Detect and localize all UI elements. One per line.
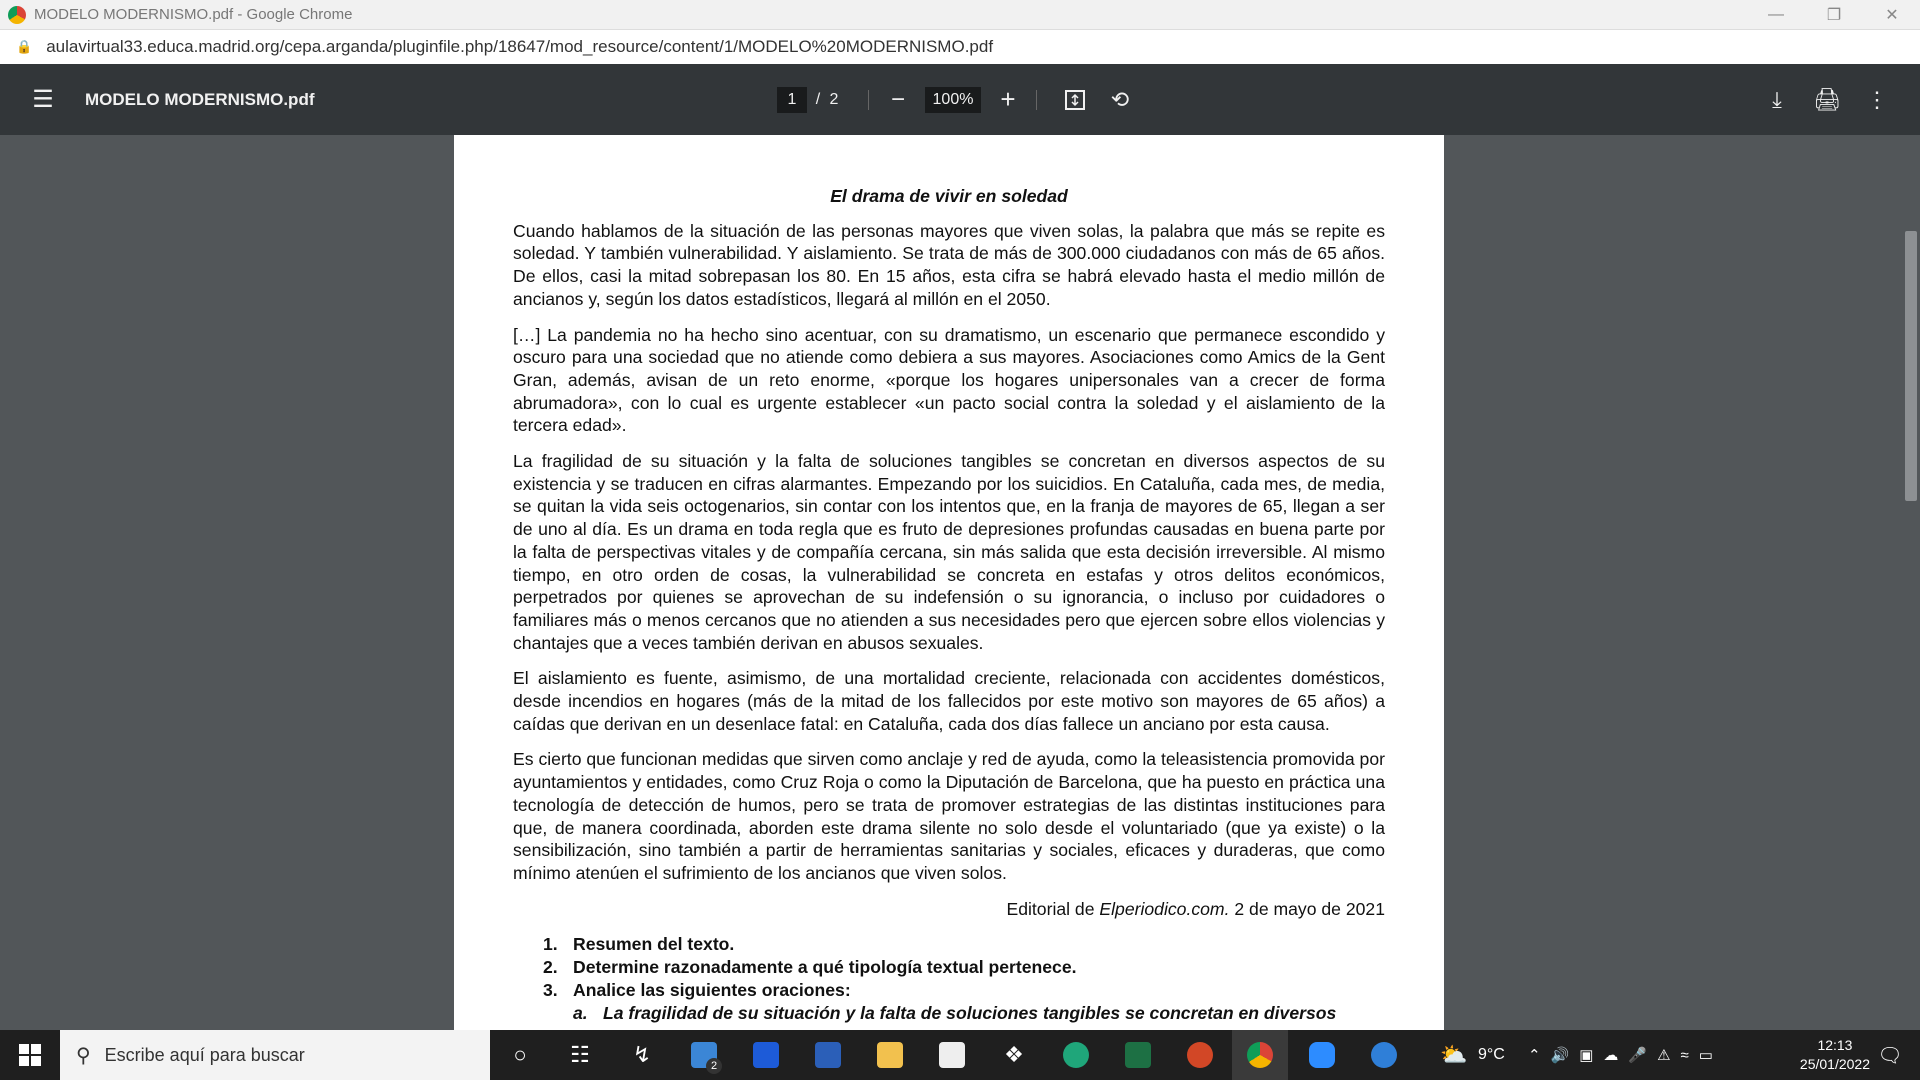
file-explorer-icon[interactable]: [862, 1030, 918, 1080]
subquestion-letter: a.: [573, 1002, 588, 1023]
chrome-icon[interactable]: [1232, 1030, 1288, 1080]
search-placeholder: Escribe aquí para buscar: [104, 1044, 305, 1065]
help-icon[interactable]: [1356, 1030, 1412, 1080]
weather-icon[interactable]: ⛅: [1440, 1042, 1468, 1067]
question-number: 1.: [543, 934, 558, 955]
document-title: MODELO MODERNISMO.pdf: [85, 89, 315, 109]
page-separator: /: [815, 90, 821, 108]
task-view-icon[interactable]: ☷: [570, 1042, 590, 1067]
app-icon[interactable]: ↯: [632, 1042, 652, 1067]
page-total: 2: [829, 90, 839, 108]
chrome-logo-icon: [8, 6, 26, 24]
source-citation: [513, 898, 1385, 921]
powerpoint-icon[interactable]: [1172, 1030, 1228, 1080]
article-title: El drama de vivir en soledad: [830, 186, 1068, 206]
question-item: [543, 979, 1385, 1002]
download-icon[interactable]: ⤓: [1772, 86, 1782, 112]
time: 12:13: [1817, 1037, 1853, 1053]
more-options-icon[interactable]: ⋮: [1866, 86, 1888, 112]
scrollbar-thumb[interactable]: [1905, 231, 1917, 501]
search-icon: ⚲: [76, 1044, 91, 1067]
paragraph: […] La pandemia no ha hecho sino acentuar, con su dramatismo, un escenario que permanece escondido y oscuro para una sociedad que no atiende como debiera a sus mayores. Asociaciones como Amics de la Gent Gran, además, avisan de un reto enorme, «porque los hogares unipersonales van a crecer de forma abrumadora», con lo cual es urgente establecer «un pacto social contra la soledad y el aislamiento de la tercera edad».: [513, 324, 1385, 436]
question-item: [543, 956, 1385, 979]
question-item: [543, 933, 1385, 956]
notifications-icon[interactable]: 🗨: [1877, 1044, 1903, 1067]
mail-icon[interactable]: [676, 1030, 732, 1080]
excel-icon[interactable]: [1110, 1030, 1166, 1080]
system-tray-icons[interactable]: ⌃🔊▣☁🎤⚠≈▭: [1528, 1047, 1723, 1064]
paragraph: Cuando hablamos de la situación de las personas mayores que viven solas, la palabra que más se repite es soledad. Y también vulnerabilidad. Y aislamiento. Se trata de más de 300.000 ciudadanos con más de 65 años. De ellos, casi la mitad sobrepasan los 80. En 15 años, esta cifra se habrá elevado hasta el medio millón de ancianos y, según los datos estadísticos, llegará al millón en el 2050.: [513, 220, 1385, 309]
question-number: 2.: [543, 957, 558, 978]
zoom-in-icon[interactable]: +: [1000, 84, 1016, 114]
word-icon[interactable]: [800, 1030, 856, 1080]
question-number: 3.: [543, 979, 558, 1000]
weather-temp[interactable]: 9°C: [1478, 1046, 1505, 1063]
taskbar: [0, 1030, 1920, 1080]
address-bar[interactable]: [0, 29, 1920, 64]
paragraph: Es cierto que funcionan medidas que sirven como anclaje y red de ayuda, como la teleasistencia promovida por ayuntamientos y entidades, como Cruz Roja o como la Diputación de Barcelona, que ha puesto en práctica una tecnología de detección de humos, pero se trata de promover estrategias de las distintas instituciones para que, de manera coordinada, aborden este drama silente no solo desde el voluntariado (que ya existe) o la sensibilización, sino también a partir de herramientas sanitarias y sociales, eficaces y duraderas, que como mínimo atenúen el sufrimiento de los ancianos que viven solos.: [513, 749, 1385, 883]
subquestion-text: La fragilidad de su situación y la falta de soluciones tangibles se concretan en diversos: [603, 1002, 1337, 1023]
restore-button[interactable]: ❐: [1826, 6, 1842, 24]
question-text: Determine razonadamente a qué tipología textual pertenece.: [573, 957, 1077, 978]
lock-icon: 🔒: [16, 39, 33, 54]
title-bar: [0, 0, 1920, 29]
subquestion: [573, 1002, 1385, 1025]
question-text: Resumen del texto.: [573, 934, 735, 955]
divider: [868, 90, 869, 110]
windows-start-icon[interactable]: [2, 1030, 58, 1080]
zoom-app-icon[interactable]: [1294, 1030, 1350, 1080]
store-icon[interactable]: [924, 1030, 980, 1080]
pdf-toolbar: [0, 64, 1920, 135]
rotate-icon[interactable]: ⟲: [1110, 86, 1130, 112]
question-list: [543, 933, 1385, 1001]
paragraph: La fragilidad de su situación y la falta de soluciones tangibles se concretan en diversos aspectos de su existencia y se traducen en cifras alarmantes. Empezando por los suicidios. En Cataluña, cada mes, de media, se quitan la vida seis octogenarios, sin contar con los intentos que, en la franja de mayores de 65, llegan a ser de uno al día. Es un drama en toda regla que es fruto de depresiones profundas causadas en buena parte por la falta de perspectivas vitales y de compañía cercana, sin más salida que esta decisión irreversible. Al mismo tiempo, en otro orden de cosas, la vulnerabilidad se concreta en estafas y otros delitos económicos, perpetrados por quienes se aprovechan de su indefensión o su ignorancia, o incluso por cuidadores o familiares más o menos cercanos que no atienden a sus necesidades pero que ejercen sobre ellos violencias y chantajes que a veces también derivan en abusos sexuales.: [513, 451, 1385, 653]
fit-page-icon[interactable]: [1060, 85, 1090, 115]
page-number-input[interactable]: 1: [777, 87, 807, 113]
url-text[interactable]: aulavirtual33.educa.madrid.org/cepa.arganda/pluginfile.php/18647/mod_resource/content/1/MODELO%20MODERNISMO.pdf: [46, 37, 994, 56]
cortana-icon[interactable]: ○: [513, 1042, 527, 1067]
question-text: Analice las siguientes oraciones:: [573, 979, 851, 1000]
minimize-button[interactable]: —: [1768, 5, 1784, 23]
source-date: 2 de mayo de 2021: [1229, 898, 1385, 919]
dropbox-icon[interactable]: ❖: [1004, 1042, 1024, 1067]
whiteboard-icon[interactable]: [738, 1030, 794, 1080]
source-name: Elperiodico.com.: [1099, 898, 1230, 919]
date: 25/01/2022: [1799, 1056, 1870, 1072]
divider: [1036, 90, 1037, 110]
taskbar-search[interactable]: [60, 1030, 490, 1080]
mail-badge: 2: [706, 1058, 722, 1074]
print-icon[interactable]: 🖨: [1813, 86, 1841, 112]
menu-icon[interactable]: ☰: [32, 86, 54, 113]
close-button[interactable]: ✕: [1885, 6, 1899, 24]
vertical-scrollbar[interactable]: [1900, 135, 1920, 1030]
paragraph: El aislamiento es fuente, asimismo, de una mortalidad creciente, relacionada con accidentes domésticos, desde incendios en hogares (más de la mitad de los fallecidos por este motivo son mayores de 65 años) a caídas que derivan en un desenlace fatal: en Cataluña, cada dos días fallece un anciano por esta causa.: [513, 668, 1385, 734]
clock[interactable]: [1800, 1036, 1870, 1074]
source-prefix: Editorial de: [1006, 898, 1100, 919]
zoom-out-icon[interactable]: −: [890, 85, 905, 113]
window-title: MODELO MODERNISMO.pdf - Google Chrome: [34, 6, 353, 23]
edge-icon[interactable]: [1048, 1030, 1104, 1080]
zoom-input[interactable]: 100%: [925, 87, 981, 113]
pdf-page: [454, 135, 1444, 1030]
